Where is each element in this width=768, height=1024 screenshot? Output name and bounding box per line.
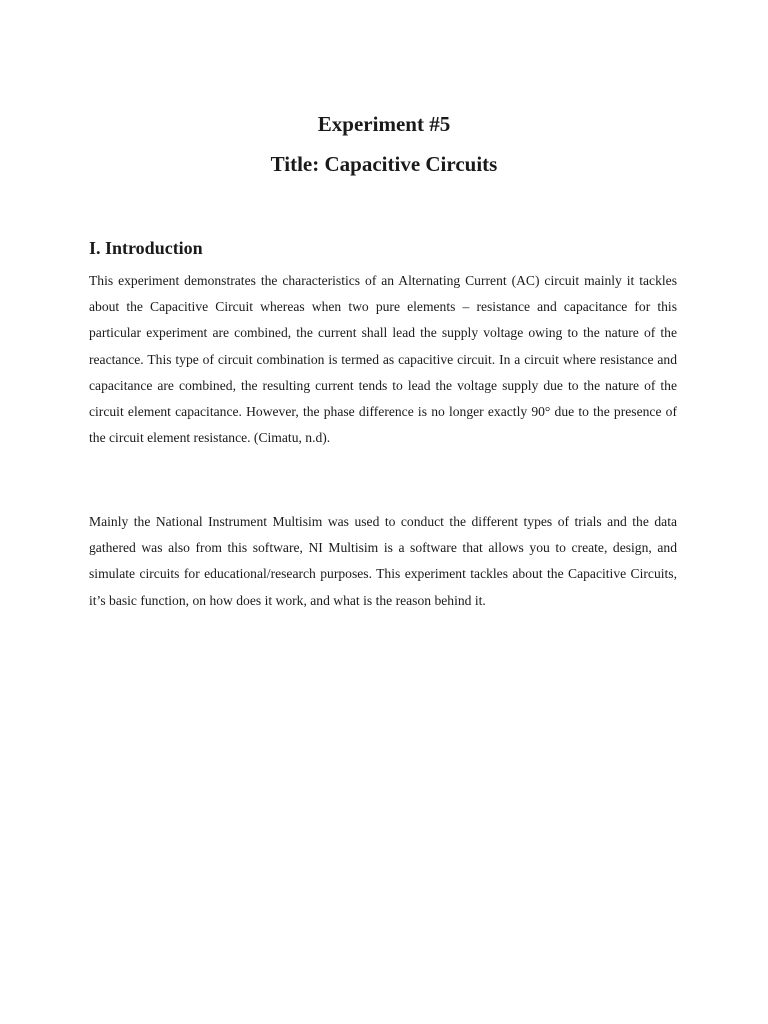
section-heading-introduction: I. Introduction [89,238,203,258]
intro-paragraph-2: Mainly the National Instrument Multisim was used to conduct the different types of trials and the data gathered was also from this software, NI Multisim is a software that allows you to create, design, and simulate circuits for educational/research purposes. This experiment tackles about the Capacitive Circuits, it’s basic function, on how does it work, and what is the reason behind it. [89,514,677,608]
document-title: Title: Capacitive Circuits [270,152,498,176]
intro-paragraph-1: This experiment demonstrates the characteristics of an Alternating Current (AC) circuit mainly it tackles about the Capacitive Circuit whereas when two pure elements – resistance and capacitance for this particular experiment are combined, the current shall lead the supply voltage owing to the nature of the reactance. This type of circuit combination is termed as capacitive circuit. In a circuit where resistance and capacitance are combined, the resulting current tends to lead the voltage supply due to the nature of the circuit element capacitance. However, the phase difference is no longer exactly 90° due to the presence of the circuit element resistance. (Cimatu, n.d). [89,273,677,446]
title-block [0,104,768,184]
experiment-title: Experiment #5 [317,112,451,136]
